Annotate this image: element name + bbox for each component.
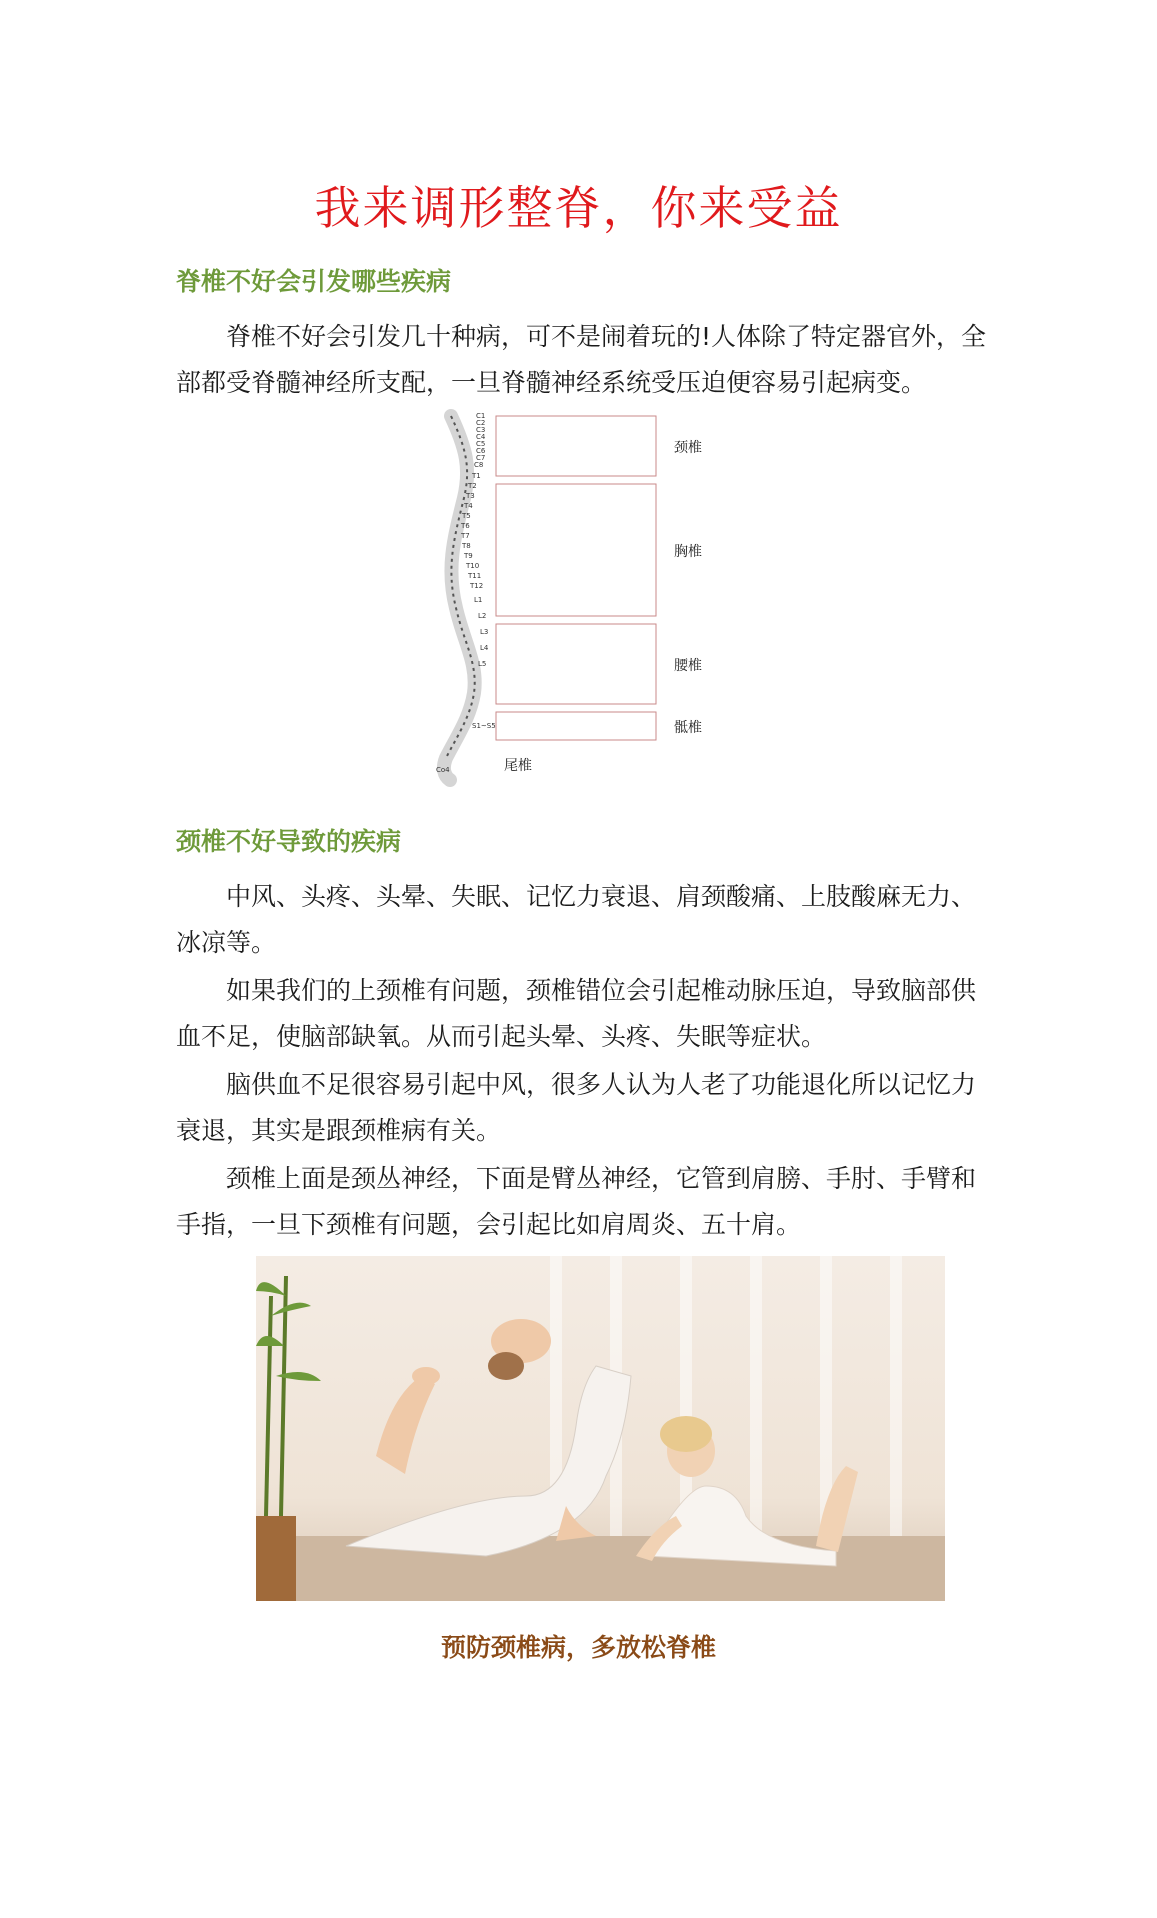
section1-paragraph: 脊椎不好会引发几十种病，可不是闹着玩的!人体除了特定器官外，全部都受脊髓神经所支配，一旦脊髓神经系统受压迫便容易引起病变。: [176, 322, 987, 397]
photo-caption: 预防颈椎病，多放松脊椎: [440, 1633, 716, 1662]
region-label-thoracic: 胸椎: [674, 544, 702, 560]
vertebra-label-t8: T8: [462, 542, 471, 550]
vertebra-label-t12: T12: [470, 582, 484, 590]
section2-paragraph-4: 颈椎上面是颈丛神经，下面是臂丛神经，它管到肩膀、手肘、手臂和手指，一旦下颈椎有问题，会引起比如肩周炎、五十肩。: [176, 1164, 977, 1239]
vertebra-label-t1: T1: [472, 472, 481, 480]
vertebra-label-c3: C3: [476, 426, 486, 434]
region-label-coccyx: 尾椎: [504, 758, 532, 774]
page-title: 我来调形整脊，你来受益: [314, 181, 843, 235]
vertebra-label-c8: C8: [474, 461, 484, 469]
region-label-cervical: 颈椎: [674, 440, 702, 456]
vertebra-label-t10: T10: [466, 562, 480, 570]
vertebra-label-co4: Co4: [436, 766, 450, 774]
yoga-photo-illustration: [256, 1256, 945, 1601]
section2-paragraph-3: 脑供血不足很容易引起中风，很多人认为人老了功能退化所以记忆力衰退，其实是跟颈椎病有关。: [176, 1070, 977, 1145]
section2-paragraph-1: 中风、头疼、头晕、失眠、记忆力衰退、肩颈酸痛、上肢酸麻无力、冰凉等。: [176, 882, 977, 957]
spine-diagram-svg: [416, 408, 756, 788]
vertebra-label-l5: L5: [478, 660, 487, 668]
vertebra-label-t11: T11: [468, 572, 482, 580]
yoga-photo: [256, 1256, 945, 1601]
vertebra-label-l3: L3: [480, 628, 489, 636]
vertebra-label-t9: T9: [464, 552, 473, 560]
vertebra-label-s1s5: S1~S5: [472, 722, 496, 730]
vertebra-label-l4: L4: [480, 644, 489, 652]
vertebra-label-t6: T6: [461, 522, 470, 530]
spine-diagram: [416, 408, 756, 788]
vertebra-label-c6: C6: [476, 447, 486, 455]
vertebra-label-c1: C1: [476, 412, 486, 420]
section1-heading: 脊椎不好会引发哪些疾病: [176, 267, 452, 296]
vertebra-label-t5: T5: [462, 512, 471, 520]
region-label-sacral: 骶椎: [674, 720, 702, 736]
vertebra-label-t3: T3: [466, 492, 475, 500]
section2-paragraph-2: 如果我们的上颈椎有问题，颈椎错位会引起椎动脉压迫，导致脑部供血不足，使脑部缺氧。从而引起头晕、头疼、失眠等症状。: [176, 976, 977, 1051]
vertebra-label-c5: C5: [476, 440, 486, 448]
region-label-lumbar: 腰椎: [674, 658, 702, 674]
vertebra-label-c4: C4: [476, 433, 486, 441]
vertebra-label-l1: L1: [474, 596, 483, 604]
section2-heading: 颈椎不好导致的疾病: [176, 827, 402, 856]
vertebra-label-l2: L2: [478, 612, 487, 620]
vertebra-label-c7: C7: [476, 454, 486, 462]
vertebra-label-c2: C2: [476, 419, 486, 427]
vertebra-label-t2: T2: [468, 482, 477, 490]
vertebra-label-t4: T4: [464, 502, 473, 510]
vertebra-label-t7: T7: [461, 532, 470, 540]
